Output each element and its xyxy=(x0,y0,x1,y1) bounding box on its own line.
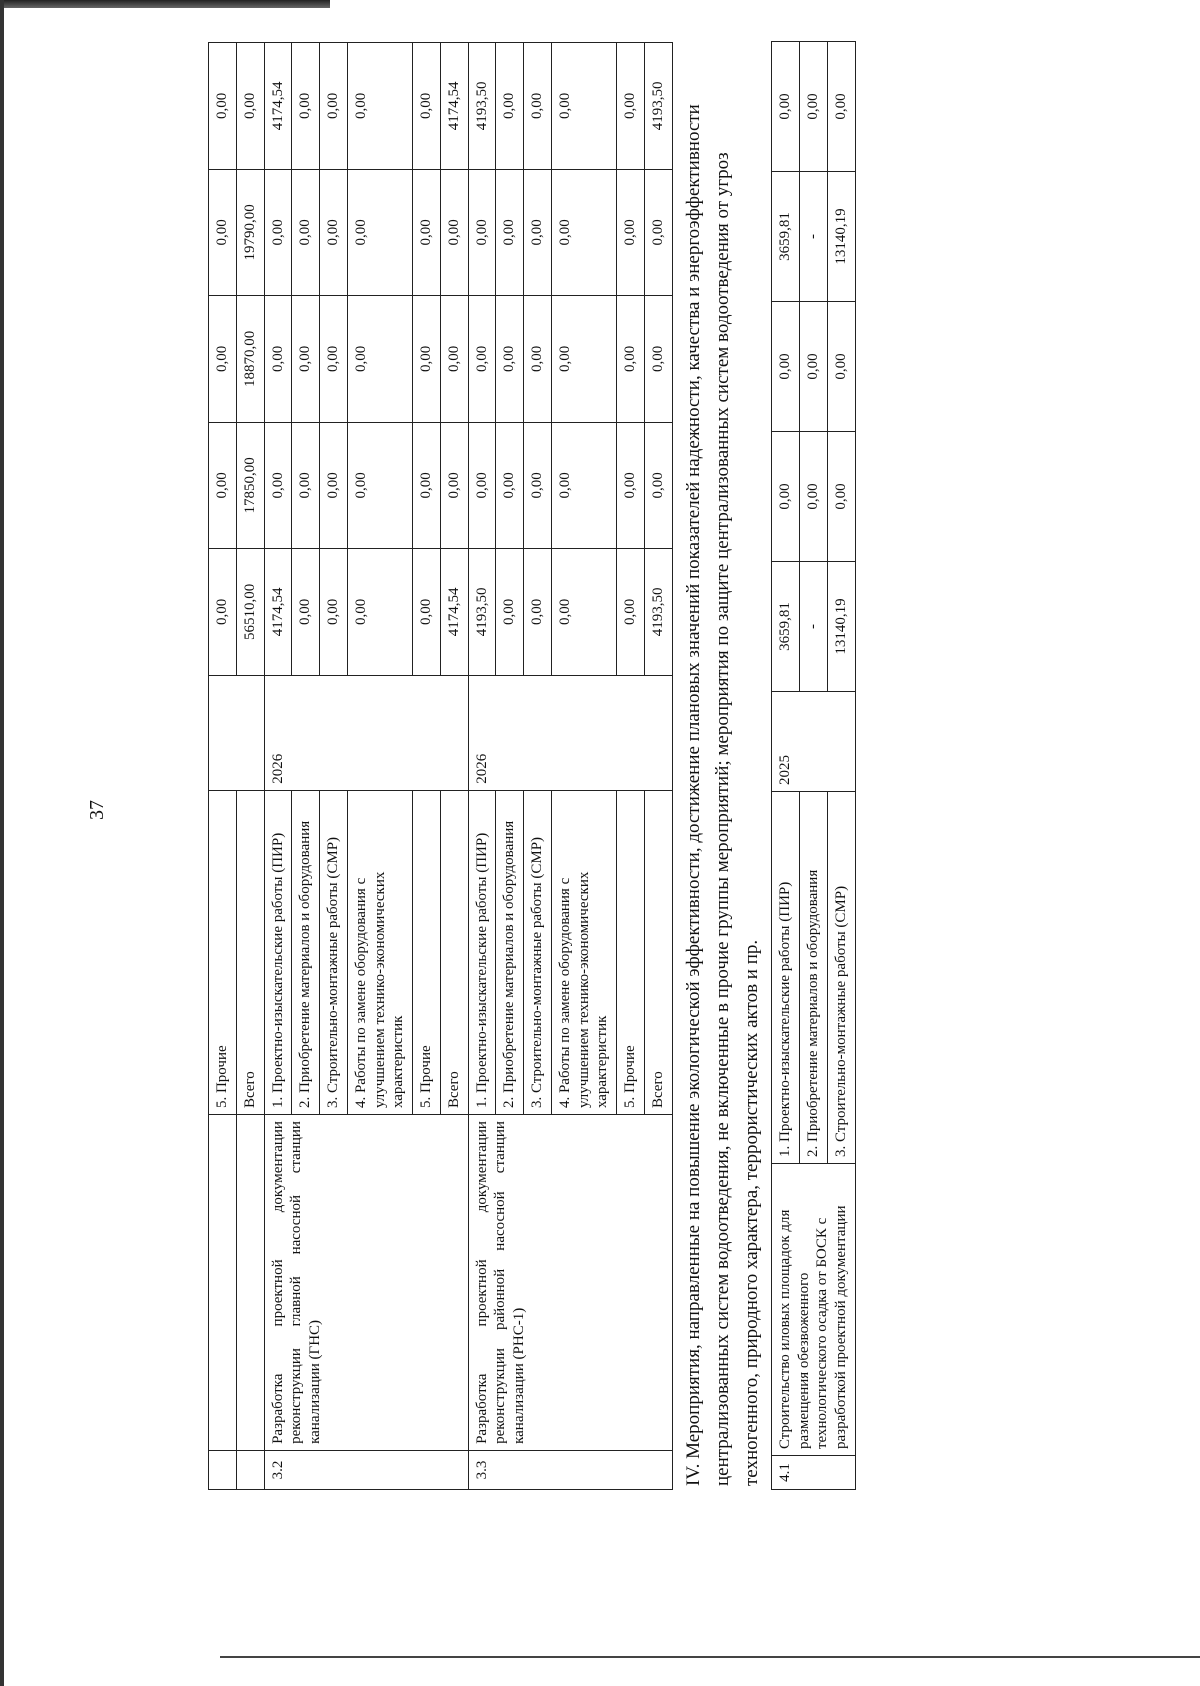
investment-table xyxy=(208,42,673,1490)
value-cell: 4174,54 xyxy=(440,549,468,676)
year-cell: 2026 xyxy=(468,675,672,790)
value-cell: 0,00 xyxy=(347,43,412,170)
value-cell: - xyxy=(799,562,827,692)
table-row xyxy=(209,43,237,1490)
name-cell xyxy=(209,1115,237,1451)
value-cell: 0,00 xyxy=(209,549,237,676)
value-cell: 0,00 xyxy=(468,422,496,549)
value-cell: 0,00 xyxy=(496,169,524,296)
value-cell: 0,00 xyxy=(468,169,496,296)
section-iv-title: IV. Мероприятия, направленные на повышение экологической эффективности, достижение плановых значений показателей надежности, качества и энергоэффективности централизованных систем водоотведения, не включенные в прочие группы мероприятий; мероприятия по защите централизованных систем водоотведения от угроз техногенного, природного характера, террористических актов и пр. xyxy=(682,104,763,1486)
work-type-cell: 1. Проектно-изыскательские работы (ПИР) xyxy=(771,792,799,1164)
item-number: 4.1 xyxy=(771,1456,855,1490)
value-cell: 0,00 xyxy=(440,296,468,423)
value-cell: 0,00 xyxy=(209,43,237,170)
value-cell: 0,00 xyxy=(413,422,441,549)
value-cell: 0,00 xyxy=(771,42,799,172)
work-type-cell: 2. Приобретение материалов и оборудования xyxy=(496,790,524,1114)
value-cell: 0,00 xyxy=(347,169,412,296)
item-name: Разработка проектной документации реконструкции главной насосной станции канализации (ГНС) xyxy=(264,1115,468,1451)
value-cell: 0,00 xyxy=(551,43,616,170)
year-cell xyxy=(209,675,265,790)
rotated-sheet xyxy=(208,42,1178,1490)
work-type-cell: 4. Работы по замене оборудования с улучшением технико-экономических характеристик xyxy=(347,790,412,1114)
name-cell xyxy=(236,1115,264,1451)
work-type-cell: Всего xyxy=(236,790,264,1114)
item-name: Разработка проектной документации реконструкции районной насосной станции канализации (РНС-1) xyxy=(468,1115,672,1451)
value-cell: 0,00 xyxy=(617,169,645,296)
value-cell: 0,00 xyxy=(320,43,348,170)
value-cell: 0,00 xyxy=(264,422,292,549)
value-cell: 0,00 xyxy=(617,422,645,549)
value-cell: 0,00 xyxy=(347,549,412,676)
value-cell: 0,00 xyxy=(524,43,552,170)
value-cell: 18870,00 xyxy=(236,296,264,423)
num-cell xyxy=(236,1450,264,1489)
value-cell: 3659,81 xyxy=(771,172,799,302)
value-cell: 0,00 xyxy=(320,549,348,676)
work-type-cell: 3. Строительно-монтажные работы (СМР) xyxy=(320,790,348,1114)
value-cell: 0,00 xyxy=(551,422,616,549)
item-number: 3.2 xyxy=(264,1450,468,1489)
value-cell: 0,00 xyxy=(496,422,524,549)
value-cell: 0,00 xyxy=(617,549,645,676)
value-cell: 0,00 xyxy=(440,169,468,296)
table-row xyxy=(468,43,496,1490)
value-cell: 0,00 xyxy=(827,432,855,562)
value-cell: 0,00 xyxy=(292,43,320,170)
value-cell: 0,00 xyxy=(236,43,264,170)
value-cell: 0,00 xyxy=(320,169,348,296)
value-cell: 0,00 xyxy=(799,42,827,172)
value-cell: 0,00 xyxy=(347,422,412,549)
year-cell: 2026 xyxy=(264,675,468,790)
value-cell: 4193,50 xyxy=(644,549,672,676)
value-cell: 4174,54 xyxy=(440,43,468,170)
value-cell: 0,00 xyxy=(799,302,827,432)
value-cell: 0,00 xyxy=(827,302,855,432)
value-cell: 0,00 xyxy=(496,296,524,423)
item-name: Строительство иловых площадок для размещения обезвоженного технологического осадка от БОСК с разработкой проектной документации xyxy=(771,1164,855,1456)
value-cell: 0,00 xyxy=(827,42,855,172)
value-cell: 4174,54 xyxy=(264,43,292,170)
value-cell: 0,00 xyxy=(413,296,441,423)
value-cell: 0,00 xyxy=(292,422,320,549)
value-cell: 0,00 xyxy=(468,296,496,423)
table-row xyxy=(771,42,799,1490)
work-type-cell: 5. Прочие xyxy=(413,790,441,1114)
value-cell: 0,00 xyxy=(496,549,524,676)
value-cell: 0,00 xyxy=(644,422,672,549)
value-cell: 0,00 xyxy=(551,296,616,423)
value-cell: 0,00 xyxy=(209,169,237,296)
value-cell: 0,00 xyxy=(524,422,552,549)
value-cell: - xyxy=(799,172,827,302)
value-cell: 0,00 xyxy=(264,296,292,423)
value-cell: 0,00 xyxy=(264,169,292,296)
value-cell: 13140,19 xyxy=(827,172,855,302)
value-cell: 0,00 xyxy=(320,296,348,423)
work-type-cell: 1. Проектно-изыскательские работы (ПИР) xyxy=(264,790,292,1114)
value-cell: 4193,50 xyxy=(468,549,496,676)
value-cell: 0,00 xyxy=(440,422,468,549)
work-type-cell: Всего xyxy=(440,790,468,1114)
item-number: 3.3 xyxy=(468,1450,672,1489)
page-number: 37 xyxy=(86,800,108,820)
value-cell: 0,00 xyxy=(320,422,348,549)
year-cell: 2025 xyxy=(771,692,855,792)
value-cell: 4193,50 xyxy=(468,43,496,170)
value-cell: 0,00 xyxy=(771,432,799,562)
value-cell: 0,00 xyxy=(413,549,441,676)
num-cell xyxy=(209,1450,237,1489)
value-cell: 0,00 xyxy=(551,549,616,676)
value-cell: 0,00 xyxy=(617,296,645,423)
work-type-cell: 2. Приобретение материалов и оборудования xyxy=(799,792,827,1164)
value-cell: 0,00 xyxy=(292,549,320,676)
value-cell: 0,00 xyxy=(617,43,645,170)
work-type-cell: 2. Приобретение материалов и оборудования xyxy=(292,790,320,1114)
value-cell: 0,00 xyxy=(209,296,237,423)
table-row xyxy=(264,43,292,1490)
value-cell: 0,00 xyxy=(771,302,799,432)
value-cell: 0,00 xyxy=(347,296,412,423)
value-cell: 0,00 xyxy=(413,43,441,170)
work-type-cell: Всего xyxy=(644,790,672,1114)
work-type-cell: 5. Прочие xyxy=(209,790,237,1114)
section-iv-table xyxy=(771,41,856,1490)
value-cell: 0,00 xyxy=(292,296,320,423)
value-cell: 17850,00 xyxy=(236,422,264,549)
work-type-cell: 1. Проектно-изыскательские работы (ПИР) xyxy=(468,790,496,1114)
value-cell: 0,00 xyxy=(209,422,237,549)
value-cell: 0,00 xyxy=(524,296,552,423)
value-cell: 3659,81 xyxy=(771,562,799,692)
work-type-cell: 5. Прочие xyxy=(617,790,645,1114)
value-cell: 4193,50 xyxy=(644,43,672,170)
work-type-cell: 4. Работы по замене оборудования с улучшением технико-экономических характеристик xyxy=(551,790,616,1114)
value-cell: 0,00 xyxy=(292,169,320,296)
value-cell: 56510,00 xyxy=(236,549,264,676)
scan-edge-bottom xyxy=(220,1656,1200,1658)
value-cell: 13140,19 xyxy=(827,562,855,692)
value-cell: 0,00 xyxy=(551,169,616,296)
scan-edge-top xyxy=(0,0,330,8)
value-cell: 0,00 xyxy=(524,549,552,676)
value-cell: 0,00 xyxy=(644,296,672,423)
value-cell: 0,00 xyxy=(413,169,441,296)
work-type-cell: 3. Строительно-монтажные работы (СМР) xyxy=(827,792,855,1164)
value-cell: 4174,54 xyxy=(264,549,292,676)
work-type-cell: 3. Строительно-монтажные работы (СМР) xyxy=(524,790,552,1114)
scan-edge-left xyxy=(0,0,4,1686)
value-cell: 0,00 xyxy=(524,169,552,296)
value-cell: 0,00 xyxy=(799,432,827,562)
value-cell: 19790,00 xyxy=(236,169,264,296)
value-cell: 0,00 xyxy=(496,43,524,170)
value-cell: 0,00 xyxy=(644,169,672,296)
